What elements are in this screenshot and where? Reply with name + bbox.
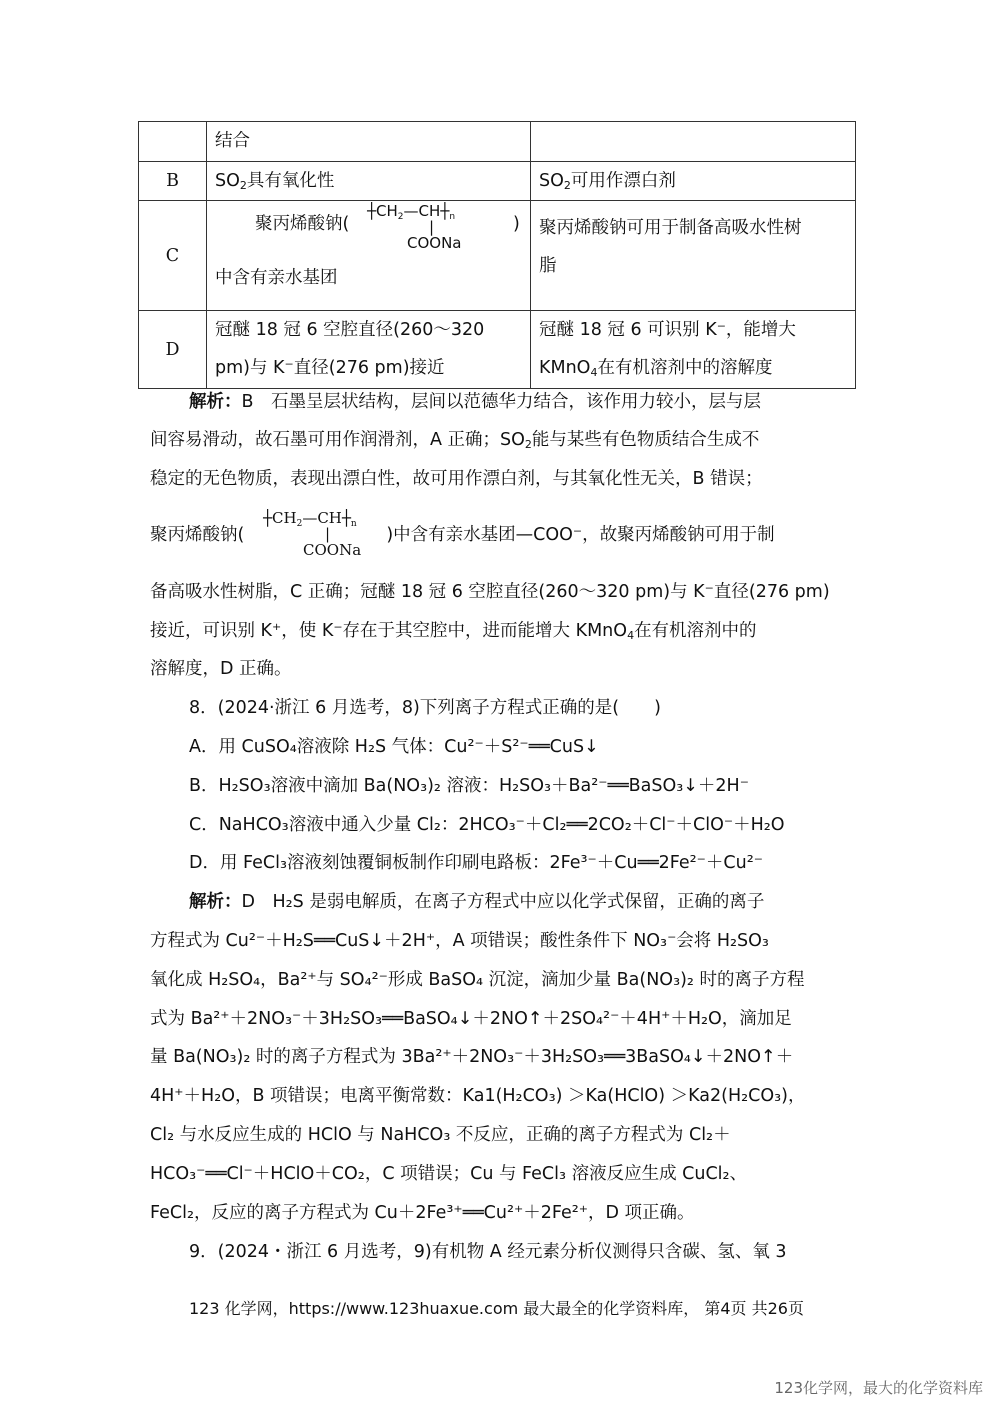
property-cell (207, 122, 531, 162)
analysis-line: 式为 Ba²⁺＋2NO₃⁻＋3H₂SO₃══BaSO₄↓＋2NO↑＋2SO₄²⁻＋4H⁺＋H₂O，滴加足 (150, 1009, 792, 1029)
table-row (139, 201, 856, 311)
cell-text: 结合 (215, 131, 250, 151)
cell-text: 可用作漂白剂 (570, 171, 676, 191)
subscript: 2 (239, 179, 247, 192)
application-cell (531, 162, 856, 201)
cell-text: 冠醚 18 冠 6 可识别 K⁻，能增大 (539, 320, 796, 340)
property-cell (207, 311, 531, 389)
subscript: 2 (563, 179, 571, 192)
application-cell (531, 201, 856, 311)
page-footer: 123 化学网，https://www.123huaxue.com 最大最全的化学资料库， 第4页 共26页 (189, 1299, 804, 1318)
analysis-line: 接近，可识别 K⁺，使 K⁻存在于其空腔中，进而能增大 KMnO$_4$在有机溶剂中的 (150, 621, 757, 642)
analysis-line: Cl₂ 与水反应生成的 HClO 与 NaHCO₃ 不反应，正确的离子方程式为 Cl₂＋ (150, 1125, 731, 1145)
analysis-line: 量 Ba(NO₃)₂ 时的离子方程式为 3Ba²⁺＋2NO₃⁻＋3H₂SO₃══3BaSO₄↓＋2NO↑＋ (150, 1047, 794, 1067)
analysis-line: 方程式为 Cu²⁻＋H₂S══CuS↓＋2H⁺，A 项错误；酸性条件下 NO₃⁻会将 H₂SO₃ (150, 931, 769, 951)
analysis-line: FeCl₂，反应的离子方程式为 Cu＋2Fe³⁺══Cu²⁺＋2Fe²⁺，D 项正确。 (150, 1203, 695, 1223)
application-cell (531, 311, 856, 389)
cell-text: SO (215, 171, 240, 191)
polymer-group: COONa (303, 541, 362, 559)
polymer-chain: $┼CH_2—CH┼_n$ (367, 202, 456, 222)
table-row (139, 162, 856, 201)
cell-text: 具有氧化性 (246, 171, 335, 191)
question-stem: 9．(2024・浙江 6 月选考，9)有机物 A 经元素分析仪测得只含碳、氢、氧 3 (189, 1242, 787, 1262)
cell-text: 在有机溶剂中的溶解度 (597, 358, 773, 378)
option-d: D．用 FeCl₃溶液刻蚀覆铜板制作印刷电路板：2Fe³⁻＋Cu══2Fe²⁻＋Cu²⁻ (189, 853, 763, 873)
polymer-bond: | (429, 218, 435, 236)
cell-text: 聚丙烯酸钠( (255, 214, 350, 234)
analysis-line: 稳定的无色物质，表现出漂白性，故可用作漂白剂，与其氧化性无关，B 错误； (150, 469, 763, 489)
option-letter: B (139, 162, 207, 201)
options-table (138, 121, 856, 389)
property-cell (207, 162, 531, 201)
option-letter: C (139, 201, 207, 311)
polymer-bond: | (325, 525, 331, 543)
polymer-formula-block (215, 202, 520, 261)
subscript: 4 (590, 366, 598, 379)
cell-text: 冠醚 18 冠 6 空腔直径(260～320 (215, 320, 485, 340)
analysis-line: HCO₃⁻══Cl⁻＋HClO＋CO₂，C 项错误；Cu 与 FeCl₃ 溶液反应生成 CuCl₂、 (150, 1164, 748, 1184)
cell-text: SO (539, 171, 564, 191)
application-cell (531, 122, 856, 162)
option-a: A．用 CuSO₄溶液除 H₂S 气体：Cu²⁻＋S²⁻══CuS↓ (189, 737, 599, 757)
polymer-group: COONa (407, 234, 462, 252)
cell-text: ) (513, 214, 520, 234)
analysis-line: 备高吸水性树脂，C 正确；冠醚 18 冠 6 空腔直径(260～320 pm)与 K⁻直径(276 pm) (150, 582, 830, 602)
analysis-line: 聚丙烯酸钠( )中含有亲水基团—COO⁻，故聚丙烯酸钠可用于制 (150, 525, 775, 545)
analysis-line: 溶解度，D 正确。 (150, 659, 292, 679)
option-letter: D (139, 311, 207, 389)
question-stem: 8．(2024·浙江 6 月选考，8)下列离子方程式正确的是( ) (189, 698, 661, 718)
option-c: C．NaHCO₃溶液中通入少量 Cl₂：2HCO₃⁻＋Cl₂══2CO₂＋Cl⁻＋ClO⁻＋H₂O (189, 815, 785, 835)
table-row (139, 122, 856, 162)
option-letter (139, 122, 207, 162)
property-cell (207, 201, 531, 311)
cell-text: 聚丙烯酸钠可用于制备高吸水性树 (539, 218, 802, 238)
analysis-line: 解析：B 石墨呈层状结构，层间以范德华力结合，该作用力较小，层与层 (189, 392, 762, 412)
analysis-label: 解析： (189, 892, 242, 912)
cell-text: pm)与 K⁻直径(276 pm)接近 (215, 358, 445, 378)
cell-text: 中含有亲水基团 (215, 268, 338, 288)
analysis-line: 间容易滑动，故石墨可用作润滑剂，A 正确；$SO_2$能与某些有色物质结合生成不 (150, 430, 760, 451)
analysis-line: 氧化成 H₂SO₄，Ba²⁺与 SO₄²⁻形成 BaSO₄ 沉淀，滴加少量 Ba(NO₃)₂ 时的离子方程 (150, 970, 805, 990)
table-row (139, 311, 856, 389)
watermark-text: 123化学网，最大的化学资料库 (774, 1379, 983, 1397)
analysis-line: 4H⁺＋H₂O，B 项错误；电离平衡常数：Ka1(H₂CO₃) ＞Ka(HClO) ＞Ka2(H₂CO₃)， (150, 1086, 806, 1106)
analysis-label: 解析： (189, 392, 242, 412)
cell-text: KMnO (539, 358, 591, 378)
cell-text: 脂 (539, 256, 557, 276)
polymer-chain: $┼CH_2—CH┼_n$ (263, 509, 357, 529)
analysis-line: 解析：D H₂S 是弱电解质，在离子方程式中应以化学式保留，正确的离子 (189, 892, 765, 912)
option-b: B．H₂SO₃溶液中滴加 Ba(NO₃)₂ 溶液：H₂SO₃＋Ba²⁻══BaSO₃↓＋2H⁻ (189, 776, 749, 796)
